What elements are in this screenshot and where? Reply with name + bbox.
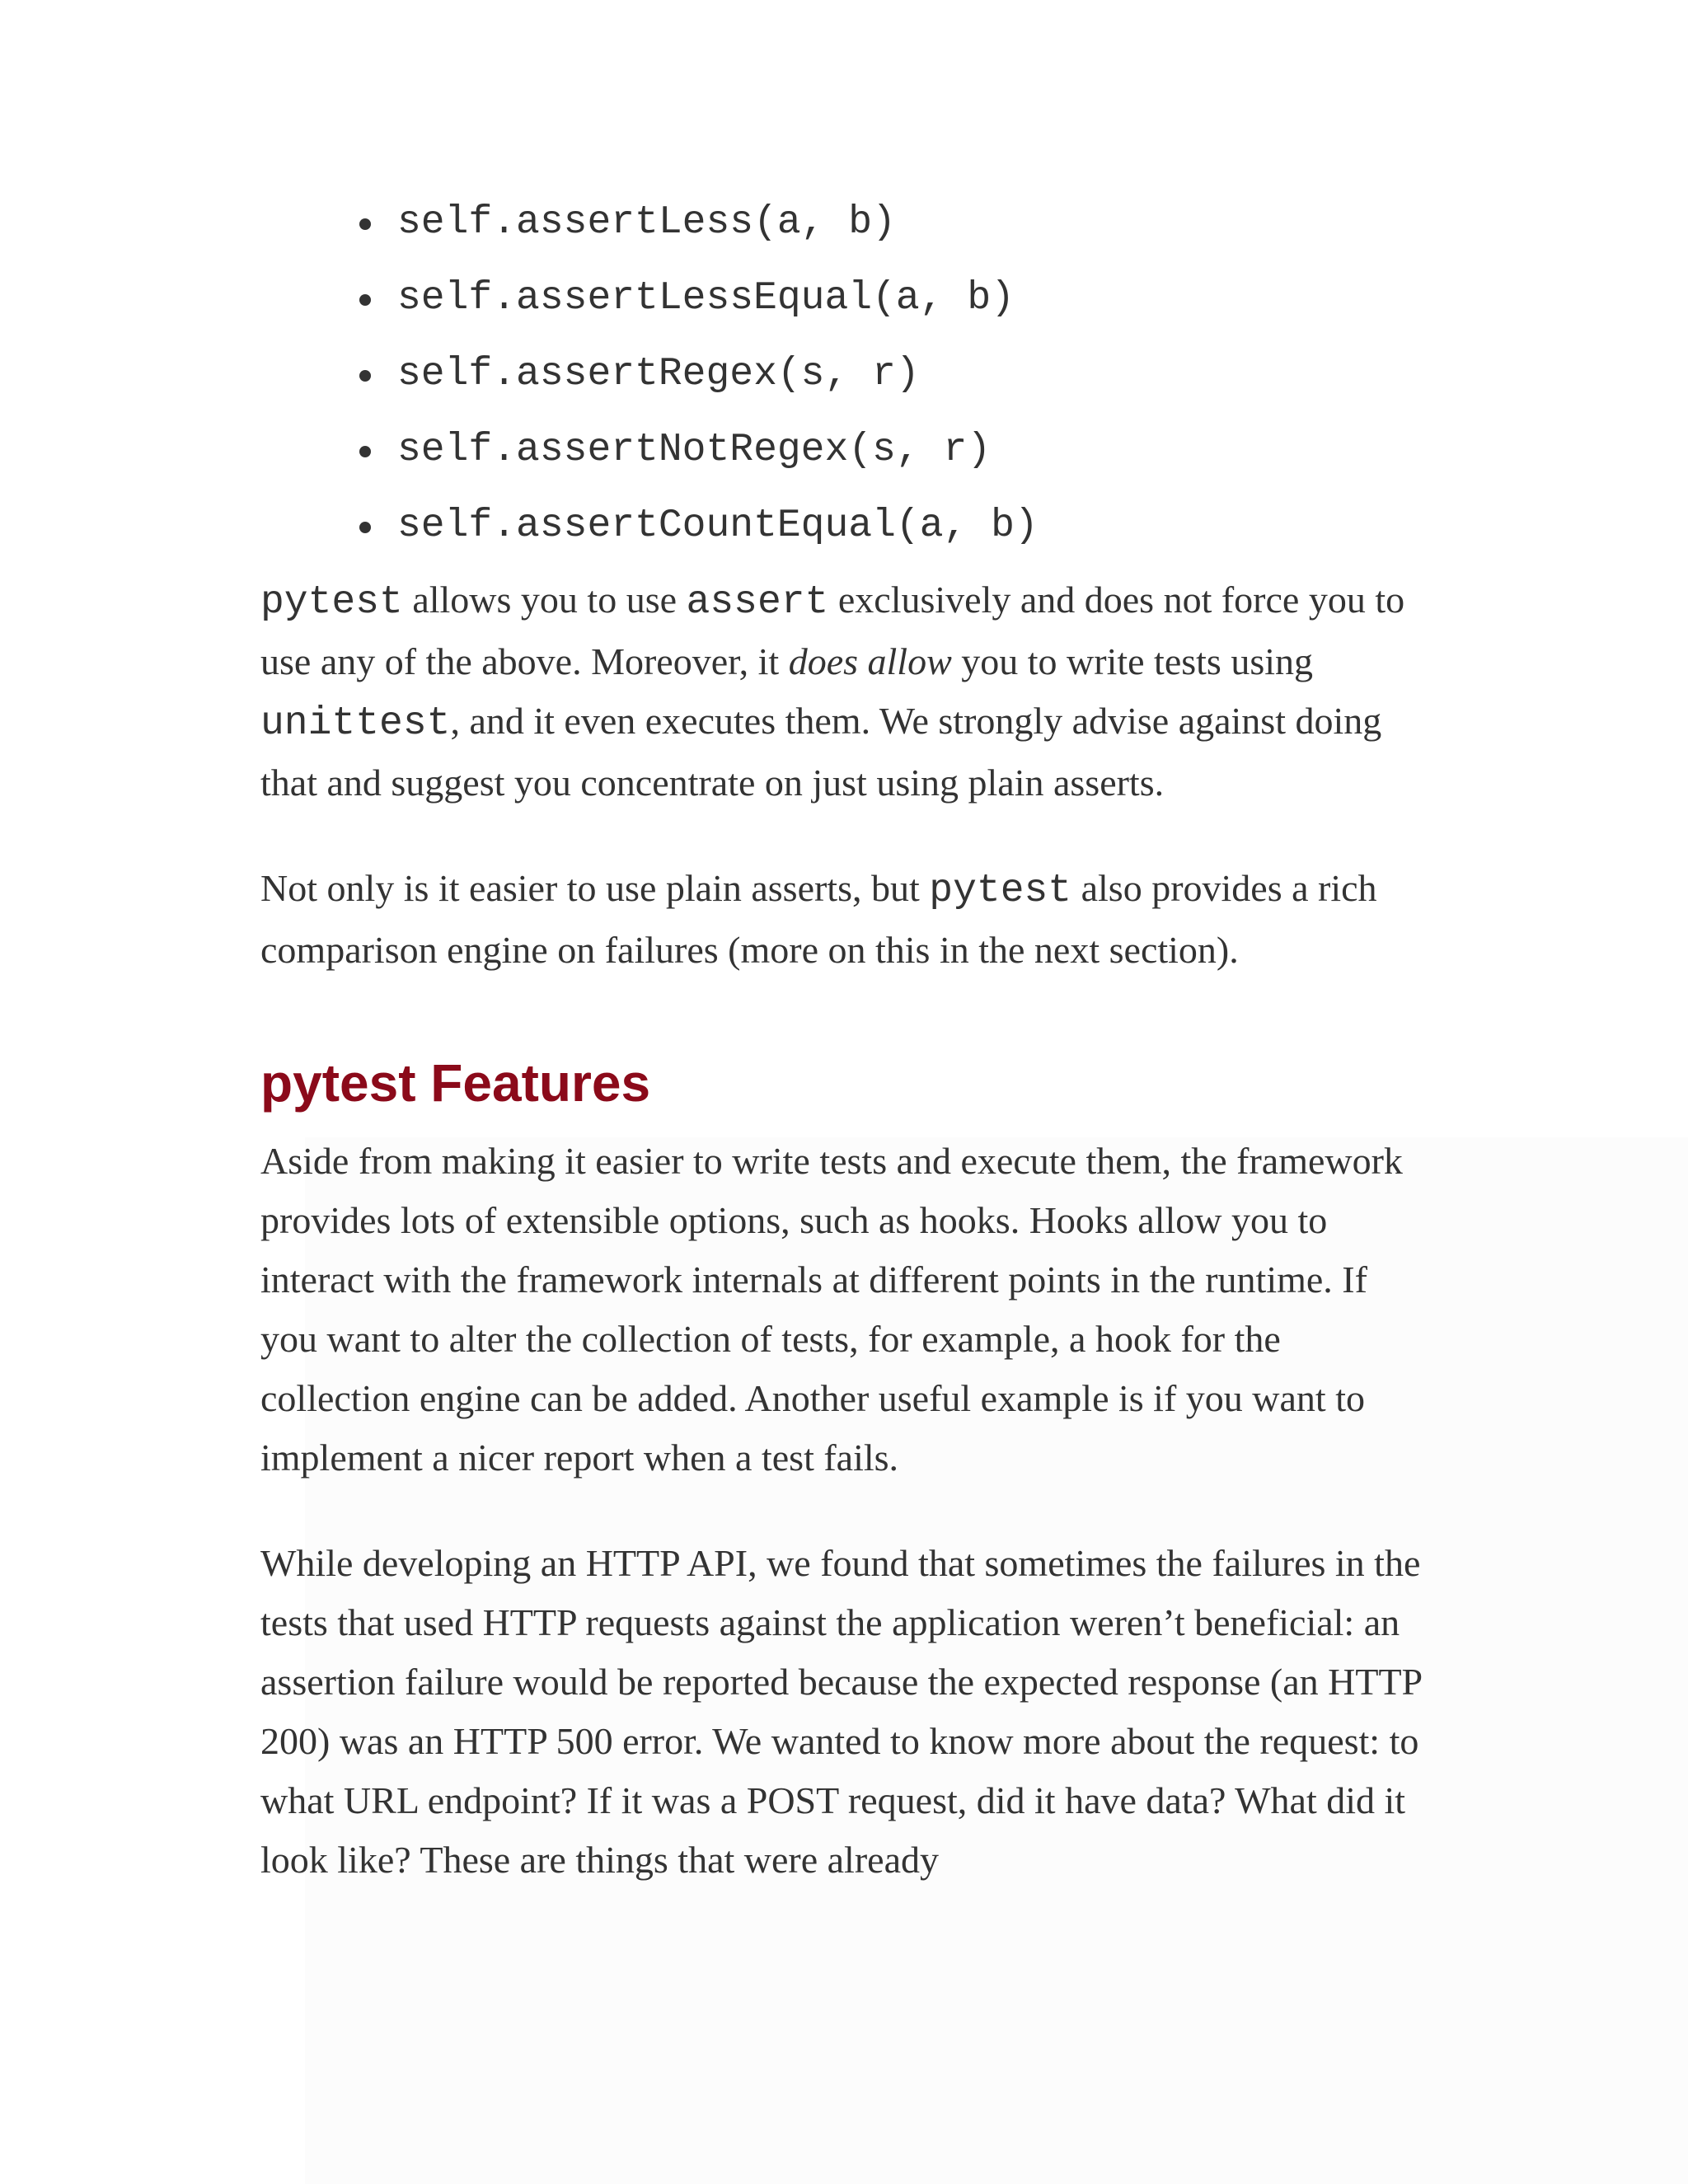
inline-code: assert <box>686 580 829 625</box>
list-item: self.assertCountEqual(a, b) <box>397 491 1431 567</box>
paragraph-http-api: While developing an HTTP API, we found that sometimes the failures in the tests that used HTTP requests against the application weren’t beneficial: an assertion failure would be reported because the expected response (an HTTP 200) was an HTTP 500 error. We wanted to know more about the request: to what URL endpoint? If it was a POST request, did it have data? What did it look like? These are things that were already <box>260 1542 1422 1881</box>
bullet-icon <box>359 218 371 230</box>
bullet-icon <box>359 446 371 457</box>
inline-code: pytest <box>929 869 1072 913</box>
list-item: self.assertNotRegex(s, r) <box>397 415 1431 491</box>
list-item: self.assertLessEqual(a, b) <box>397 264 1431 340</box>
document-content <box>260 188 1431 1890</box>
bullet-icon <box>359 294 371 306</box>
inline-code: unittest <box>260 701 451 746</box>
inline-code: pytest <box>260 580 403 625</box>
bullet-icon <box>359 522 371 533</box>
list-item: self.assertLess(a, b) <box>397 188 1431 264</box>
bullet-icon <box>359 370 371 382</box>
paragraph-hooks: Aside from making it easier to write tests and execute them, the framework provides lots of extensible options, such as hooks. Hooks allow you to interact with the framework internals at different points in the runtime. If you want to alter the collection of tests, for example, a hook for the collection engine can be added. Another useful example is if you want to implement a nicer report when a test fails. <box>260 1140 1403 1479</box>
list-item: self.assertRegex(s, r) <box>397 340 1431 415</box>
paragraph-pytest-assert: pytest allows you to use assert exclusively and does not force you to use any of the above. Moreover, it does allow you to write tests using unittest, and it even executes them. We strongly advise against doing that and suggest you concentrate on just using plain asserts. <box>260 579 1405 804</box>
section-heading: pytest Features <box>260 1053 651 1113</box>
emphasis: does allow <box>788 640 952 682</box>
assert-method-list <box>260 188 1431 567</box>
paragraph-comparison-engine: Not only is it easier to use plain asserts, but pytest also provides a rich comparison engine on failures (more on this in the next section). <box>260 867 1377 971</box>
